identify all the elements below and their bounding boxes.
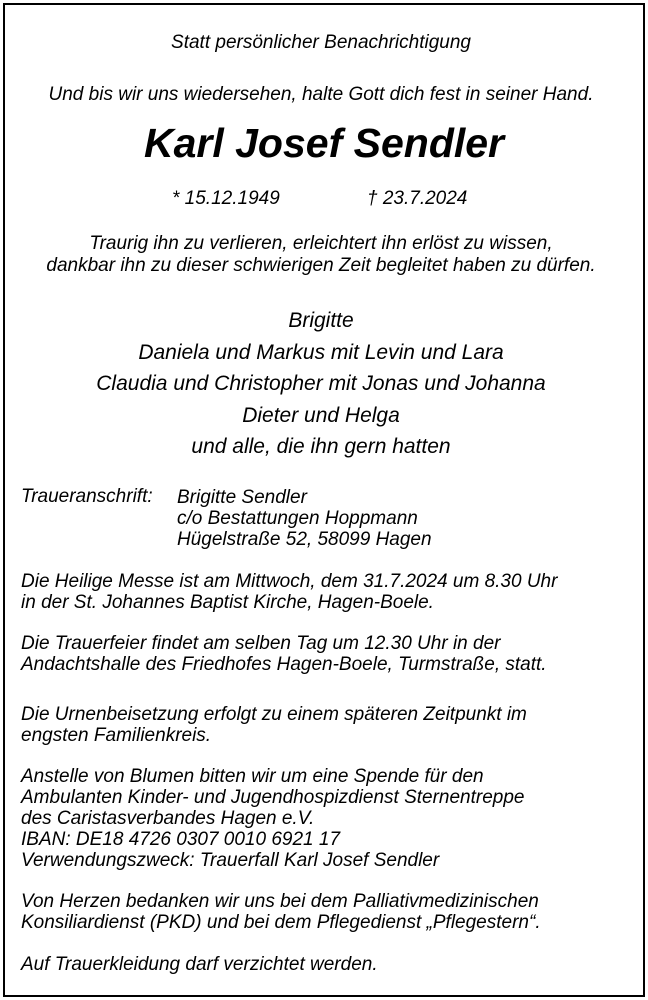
address-line: c/o Bestattungen Hoppmann [177, 508, 418, 529]
urn-info: Die Urnenbeisetzung erfolgt zu einem späteren Zeitpunkt im [21, 704, 527, 725]
family-member: Brigitte [288, 309, 354, 332]
donation-info: Anstelle von Blumen bitten wir um eine Spende für den [21, 766, 484, 787]
urn-info: engsten Familienkreis. [21, 725, 212, 746]
mourning-line: Traurig ihn zu verlieren, erleichtert ihn erlöst zu wissen, [89, 233, 553, 254]
thanks-info: Konsiliardienst (PKD) und bei dem Pflegedienst „Pflegestern“. [21, 912, 541, 933]
iban: IBAN: DE18 4726 0307 0010 6921 17 [21, 829, 341, 850]
address-line: Brigitte Sendler [177, 487, 307, 508]
closing-note: Auf Trauerkleidung darf verzichtet werden. [21, 954, 378, 975]
family-member: Dieter und Helga [242, 404, 400, 427]
life-dates [0, 188, 648, 210]
deceased-name: Karl Josef Sendler [143, 120, 505, 166]
verse: Und bis wir uns wiedersehen, halte Gott dich fest in seiner Hand. [48, 84, 594, 105]
family-member: Daniela und Markus mit Levin und Lara [138, 341, 504, 364]
mass-info: Die Heilige Messe ist am Mittwoch, dem 31.7.2024 um 8.30 Uhr [21, 571, 558, 592]
death-date: † 23.7.2024 [367, 188, 468, 209]
family-member: und alle, die ihn gern hatten [191, 435, 451, 458]
mass-info: in der St. Johannes Baptist Kirche, Hagen-Boele. [21, 592, 434, 613]
donation-reference: Verwendungszweck: Trauerfall Karl Josef Sendler [21, 850, 440, 871]
mourning-line: dankbar ihn zu dieser schwierigen Zeit begleitet haben zu dürfen. [46, 255, 596, 276]
ceremony-info: Andachtshalle des Friedhofes Hagen-Boele, Turmstraße, statt. [21, 654, 547, 675]
address-label: Traueranschrift: [21, 486, 153, 507]
family-member: Claudia und Christopher mit Jonas und Johanna [96, 372, 546, 395]
ceremony-info: Die Trauerfeier findet am selben Tag um 12.30 Uhr in der [21, 633, 501, 654]
notice-header: Statt persönlicher Benachrichtigung [171, 32, 471, 53]
donation-info: Ambulanten Kinder- und Jugendhospizdienst Sternentreppe [21, 787, 525, 808]
address-line: Hügelstraße 52, 58099 Hagen [177, 529, 432, 550]
thanks-info: Von Herzen bedanken wir uns bei dem Palliativmedizinischen [21, 891, 539, 912]
donation-info: des Caristasverbandes Hagen e.V. [21, 808, 315, 829]
birth-date: * 15.12.1949 [172, 188, 280, 209]
